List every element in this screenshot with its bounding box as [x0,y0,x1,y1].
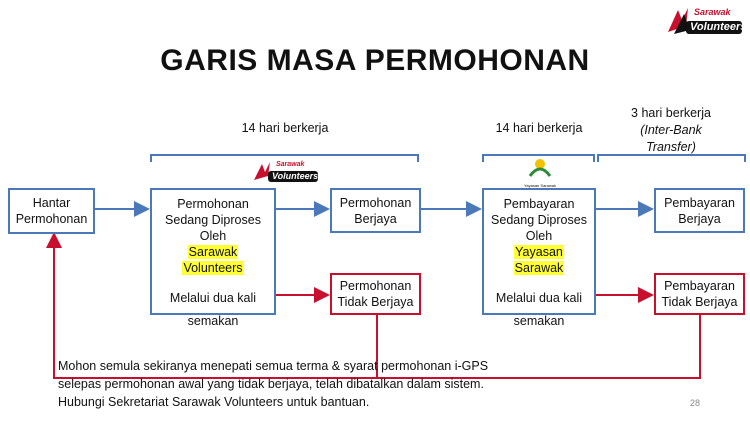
duration-third-line1: 3 hari berkerja [631,106,711,120]
duration-third-line3: Transfer) [646,140,696,154]
duration-second: 14 hari berkerja [495,121,583,135]
sarawak-volunteers-logo [664,4,747,38]
box-hantar-permohonan [8,188,95,234]
berjaya1-line2: Berjaya [354,211,397,226]
box-pembayaran-diproses [482,188,596,315]
diproses1-line3: Oleh [199,229,227,243]
diproses1-line2: Sedang Diproses [165,213,261,227]
diproses2-tail2: semakan [513,314,565,328]
yayasan-logo-text: Yayasan Sarawak [524,183,556,188]
note-line1: Mohon semula sekiranya menepati semua terma & syarat permohonan i-GPS [58,359,489,373]
small-logo-bottom-text: Volunteers [272,171,319,181]
diproses2-highlight2: Sarawak [514,261,564,275]
small-logo-top-text: Sarawak [276,161,305,168]
diproses1-highlight1: Sarawak [188,245,238,259]
diproses2-line1: Pembayaran [503,197,575,211]
diproses1-highlight2: Volunteers [183,261,243,275]
diproses2-tail1: Melalui dua kali [495,291,583,305]
logo-small-text: Sarawak [694,7,731,17]
footer-note [58,357,488,411]
yayasan-sarawak-logo [520,158,560,188]
tidak1-line1: Permohonan [339,279,412,293]
box-permohonan-diproses [150,188,276,315]
tidak2-line1: Pembayaran [664,279,735,293]
tidak1-line2: Tidak Berjaya [337,295,414,309]
diproses2-highlight1: Yayasan [515,245,563,259]
box-pembayaran-berjaya [654,188,745,233]
diproses1-tail1: Melalui dua kali [169,291,257,305]
box-permohonan-berjaya [330,188,421,233]
tidak2-line2: Tidak Berjaya [661,295,738,309]
note-line3: Hubungi Sekretariat Sarawak Volunteers untuk bantuan. [58,395,370,409]
bracket-third [598,155,745,162]
hantar-line2: Permohonan [15,212,88,226]
diproses1-line1: Permohonan [177,197,249,211]
logo-big-text: Volunteers [690,21,747,33]
diproses1-tail2: semakan [187,314,239,328]
berjaya2-line2: Berjaya [678,211,721,226]
duration-third-line2: (Inter-Bank [640,123,702,137]
box-permohonan-tidak-berjaya [330,273,421,315]
diproses2-line2: Sedang Diproses [491,213,587,227]
page-title: GARIS MASA PERMOHONAN [160,44,590,77]
duration-third [606,105,736,156]
sarawak-volunteers-small-logo [252,160,320,184]
berjaya2-line1: Pembayaran [664,195,735,210]
diproses2-line3: Oleh [525,229,553,243]
hantar-line1: Hantar [32,196,71,210]
box-pembayaran-tidak-berjaya [654,273,745,315]
berjaya1-line1: Permohonan [339,195,412,210]
page-number: 28 [689,398,700,408]
duration-first: 14 hari berkerja [241,121,329,135]
note-line2: selepas permohonan awal yang tidak berjaya, telah dibatalkan dalam sistem. [58,377,484,391]
